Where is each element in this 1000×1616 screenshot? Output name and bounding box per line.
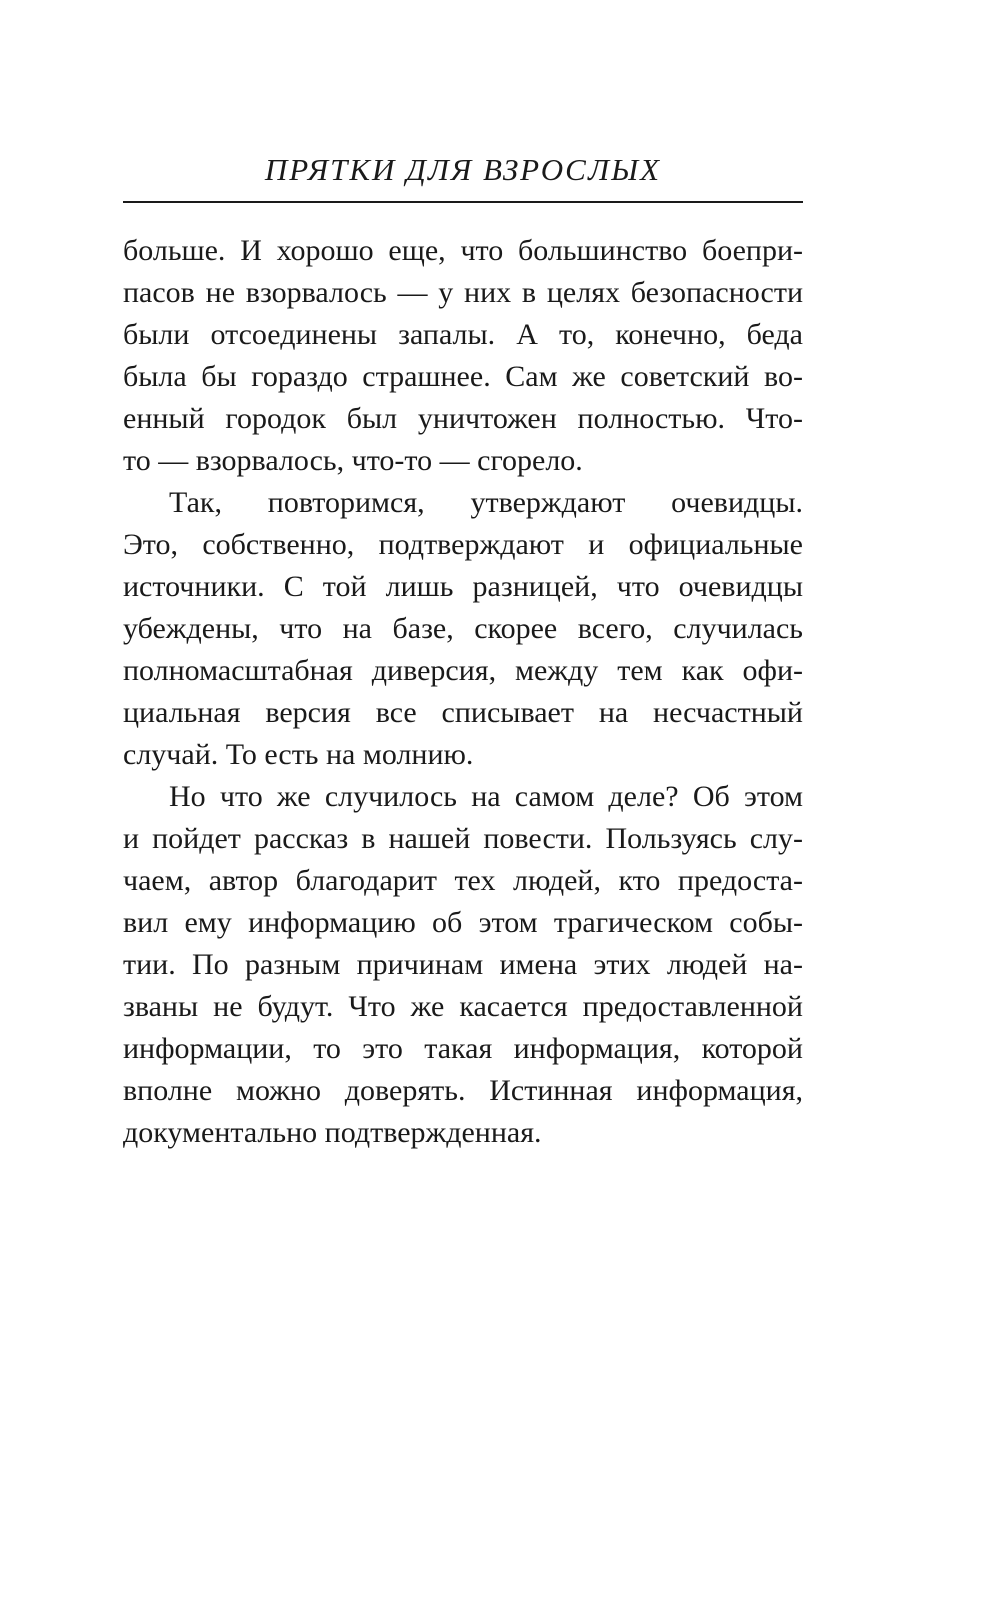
text-line: тии. По разным причинам имена этих людей на- (123, 948, 803, 981)
text-line: циальная версия все списывает на несчастный (123, 696, 803, 729)
paragraph-3 (123, 776, 803, 1154)
text-line: документально подтвержденная. (123, 1116, 542, 1149)
text-line: были отсоединены запалы. А то, конечно, беда (123, 318, 803, 351)
text-line: случай. То есть на молнию. (123, 738, 474, 771)
text-line: званы не будут. Что же касается предоставленной (123, 990, 803, 1023)
paragraph-1 (123, 230, 803, 482)
text-line: вил ему информацию об этом трагическом собы- (123, 906, 803, 939)
paragraph-2 (123, 482, 803, 776)
text-line: была бы гораздо страшнее. Сам же советский во- (123, 360, 803, 393)
text-line: и пойдет рассказ в нашей повести. Пользуясь слу- (123, 822, 803, 855)
running-header-title: ПРЯТКИ ДЛЯ ВЗРОСЛЫХ (264, 152, 662, 187)
text-line: полномасштабная диверсия, между тем как офи- (123, 654, 803, 687)
text-line: Так, повторимся, утверждают очевидцы. (169, 486, 803, 519)
text-line: Это, собственно, подтверждают и официальные (123, 528, 803, 561)
text-line: убеждены, что на базе, скорее всего, случилась (123, 612, 803, 645)
text-line: пасов не взорвалось — у них в целях безопасности (123, 276, 803, 309)
text-line: источники. С той лишь разницей, что очевидцы (123, 570, 803, 603)
body-text (123, 230, 803, 1154)
text-line: Но что же случилось на самом деле? Об этом (169, 780, 803, 813)
text-line: то — взорвалось, что-то — сгорело. (123, 444, 583, 477)
text-line: информации, то это такая информация, которой (123, 1032, 803, 1065)
text-line: енный городок был уничтожен полностью. Что- (123, 402, 803, 435)
text-line: вполне можно доверять. Истинная информация, (123, 1074, 803, 1107)
text-line: чаем, автор благодарит тех людей, кто предоста- (123, 864, 803, 897)
header-rule (123, 201, 803, 203)
text-line: больше. И хорошо еще, что большинство боепри- (123, 234, 803, 267)
